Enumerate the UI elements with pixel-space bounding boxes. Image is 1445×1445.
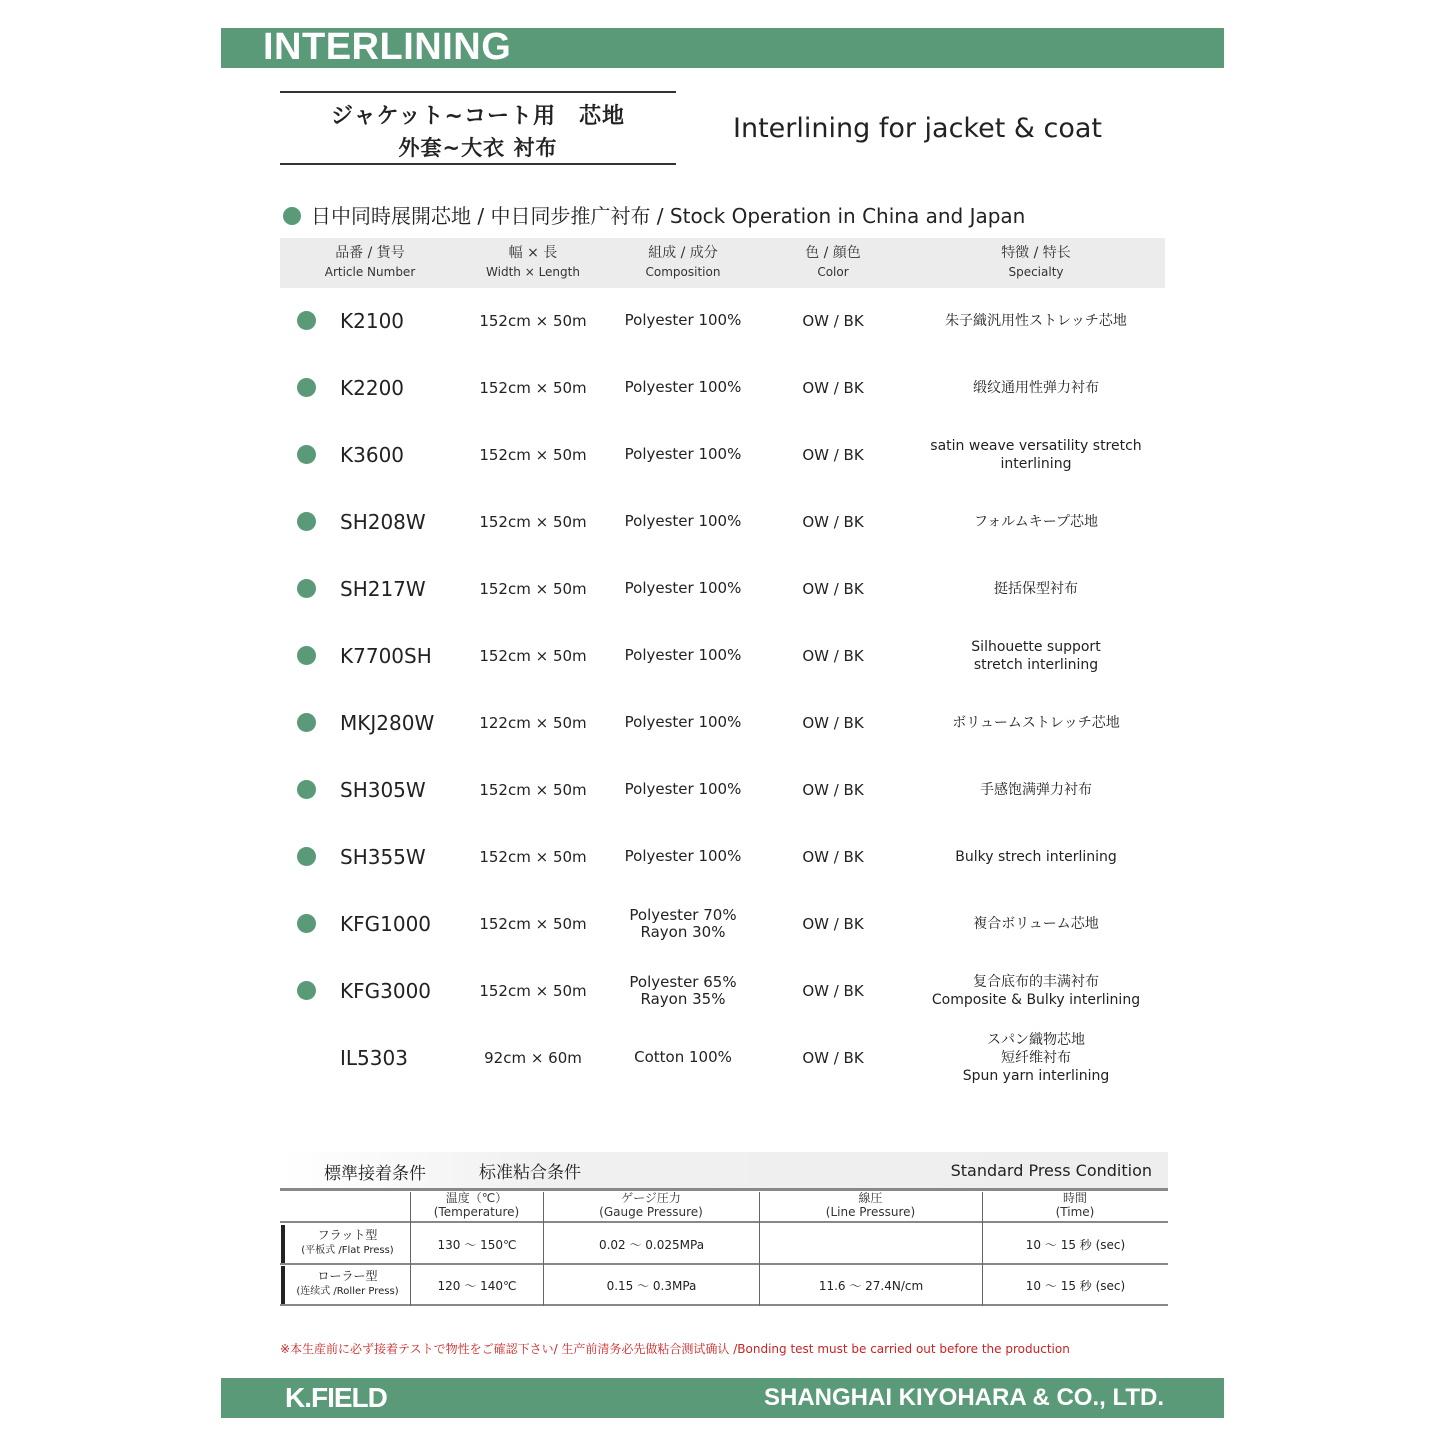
bullet-dot-icon	[297, 445, 316, 464]
composition	[608, 756, 758, 823]
specialty	[906, 689, 1166, 756]
header-specialty-jp: 特徴 / 特长	[1001, 245, 1071, 261]
specialty	[906, 957, 1166, 1024]
row-bullet	[296, 488, 316, 555]
color: OW / BK	[802, 713, 864, 732]
specialty	[906, 287, 1166, 354]
specialty-line: Composite & Bulky interlining	[931, 991, 1141, 1008]
color: OW / BK	[802, 1048, 864, 1067]
section-heading	[283, 200, 1025, 229]
composition	[608, 354, 758, 421]
press-row-label-flat-l1: フラット型	[317, 1228, 378, 1242]
press-row-label-roller-l2: (连续式 /Roller Press)	[296, 1286, 399, 1297]
specialty-line: フォルムキープ芯地	[973, 513, 1099, 530]
header-size-en: Width × Length	[486, 265, 580, 279]
page-title: INTERLINING	[263, 26, 512, 68]
header-article-jp: 品番 / 貨号	[335, 245, 405, 261]
specialty	[906, 1024, 1166, 1091]
row-bullet	[296, 756, 316, 823]
row-bullet	[296, 890, 316, 957]
press-row-label-roller-l1: ローラー型	[317, 1269, 378, 1283]
article-number: K7700SH	[340, 643, 432, 668]
color: OW / BK	[802, 847, 864, 866]
bullet-dot-icon	[297, 512, 316, 531]
article-number: MKJ280W	[340, 710, 435, 735]
row-bullet	[296, 689, 316, 756]
press-divider	[280, 1221, 1168, 1223]
row-bullet	[296, 1024, 316, 1091]
article-number: SH217W	[340, 576, 426, 601]
row-bullet	[296, 421, 316, 488]
color: OW / BK	[802, 579, 864, 598]
composition-line: Polyester 100%	[624, 445, 742, 463]
width-length: 152cm × 50m	[479, 914, 587, 933]
article-number: SH208W	[340, 509, 426, 534]
press-header-line-l1: 線圧	[858, 1191, 883, 1205]
composition-line: Polyester 70%	[629, 905, 737, 924]
row-bullet	[296, 555, 316, 622]
composition	[608, 1024, 758, 1091]
press-roller-temp: 120 ～ 140℃	[437, 1278, 517, 1293]
article-number: SH305W	[340, 777, 426, 802]
width-length: 152cm × 50m	[479, 378, 587, 397]
header-color-jp: 色 / 顔色	[805, 245, 861, 261]
spec-table-header	[280, 238, 1165, 288]
width-length: 92cm × 60m	[484, 1048, 582, 1067]
header-composition	[608, 244, 758, 282]
width-length: 122cm × 50m	[479, 713, 587, 732]
specialty-line: satin weave versatility stretch	[930, 437, 1142, 454]
jp-title-line1: ジャケット~コート用 芯地	[331, 104, 625, 129]
specialty-line: 缎纹通用性弹力衬布	[973, 379, 1099, 396]
color: OW / BK	[802, 780, 864, 799]
product-row	[280, 823, 1165, 890]
specialty-line: スパン織物芯地	[987, 1031, 1085, 1048]
header-size	[458, 244, 608, 282]
width-length: 152cm × 50m	[479, 311, 587, 330]
press-header-temp	[410, 1191, 543, 1223]
press-header-temp-l1: 温度（℃）	[445, 1191, 508, 1205]
press-header-gauge	[543, 1191, 759, 1223]
jp-title-box	[280, 91, 676, 165]
color: OW / BK	[802, 378, 864, 397]
specialty-line: stretch interlining	[973, 656, 1099, 673]
specialty	[906, 488, 1166, 555]
company-name: SHANGHAI KIYOHARA & CO., LTD.	[764, 1384, 1164, 1411]
specialty-line: 複合ボリューム芯地	[973, 915, 1099, 932]
header-article	[300, 244, 440, 282]
press-flat-gauge: 0.02 ～ 0.025MPa	[598, 1237, 705, 1252]
composition-line: Polyester 100%	[624, 847, 742, 865]
color: OW / BK	[802, 311, 864, 330]
article-number: K2200	[340, 375, 405, 400]
footer-band	[221, 1378, 1224, 1418]
bullet-dot-icon	[297, 579, 316, 598]
bullet-dot-icon	[297, 311, 316, 330]
header-size-jp: 幅 × 長	[508, 245, 558, 261]
specialty-line: interlining	[1000, 455, 1072, 472]
color: OW / BK	[802, 445, 864, 464]
bullet-dot-icon	[297, 713, 316, 732]
en-title: Interlining for jacket & coat	[733, 113, 1103, 144]
press-header-line	[759, 1191, 982, 1223]
article-number: K3600	[340, 442, 405, 467]
header-article-en: Article Number	[324, 265, 416, 279]
press-title-en: Standard Press Condition	[950, 1161, 1152, 1180]
press-header-time	[982, 1191, 1168, 1223]
specialty	[906, 756, 1166, 823]
section-heading-text: 日中同時展開芯地 / 中日同步推广衬布 / Stock Operation in China and Japan	[311, 204, 1026, 228]
composition-line: Polyester 100%	[624, 646, 742, 664]
specialty-line: 朱子織汎用性ストレッチ芯地	[945, 312, 1127, 329]
composition-line: Polyester 100%	[624, 579, 742, 597]
color: OW / BK	[802, 981, 864, 1000]
brand-logo: K.FIELD	[285, 1382, 387, 1413]
composition	[608, 421, 758, 488]
bullet-dot-icon	[283, 207, 301, 225]
product-row	[280, 555, 1165, 622]
press-divider	[280, 1304, 1168, 1306]
bonding-note: ※本生産前に必ず接着テストで物性をご確認下さい/ 生产前清务必先做粘合测试确认 /Bonding test must be carried out before the production	[280, 1342, 1070, 1356]
row-bullet	[296, 354, 316, 421]
composition-line: Polyester 100%	[624, 713, 742, 731]
composition-line: Rayon 35%	[640, 989, 726, 1008]
header-specialty-en: Specialty	[1008, 265, 1064, 279]
press-header-time-l1: 時間	[1062, 1191, 1087, 1205]
composition	[608, 488, 758, 555]
article-number: SH355W	[340, 844, 426, 869]
composition	[608, 689, 758, 756]
press-flat-line	[760, 1225, 982, 1263]
specialty	[906, 890, 1166, 957]
press-row-label-flat	[281, 1225, 410, 1263]
row-bullet	[296, 622, 316, 689]
composition	[608, 287, 758, 354]
press-flat-time: 10 ～ 15 秒 (sec)	[1025, 1237, 1126, 1252]
composition	[608, 957, 758, 1024]
composition-line: Polyester 100%	[624, 311, 742, 329]
product-row	[280, 354, 1165, 421]
bullet-dot-icon	[297, 646, 316, 665]
press-header-temp-l2: (Temperature)	[433, 1205, 520, 1219]
specialty-line: 复合底布的丰满衬布	[973, 973, 1099, 990]
header-color	[758, 244, 908, 282]
specialty-line: ボリュームストレッチ芯地	[952, 714, 1120, 731]
row-bullet	[296, 823, 316, 890]
composition	[608, 622, 758, 689]
specialty-line: 短纤维衬布	[1001, 1049, 1071, 1066]
color: OW / BK	[802, 914, 864, 933]
width-length: 152cm × 50m	[479, 646, 587, 665]
article-number: IL5303	[340, 1045, 408, 1070]
press-header-line-l2: (Line Pressure)	[825, 1205, 916, 1219]
width-length: 152cm × 50m	[479, 579, 587, 598]
row-bullet	[296, 957, 316, 1024]
width-length: 152cm × 50m	[479, 512, 587, 531]
composition-line: Polyester 100%	[624, 780, 742, 798]
article-number: K2100	[340, 308, 405, 333]
header-composition-en: Composition	[645, 265, 721, 279]
color: OW / BK	[802, 512, 864, 531]
width-length: 152cm × 50m	[479, 847, 587, 866]
composition-line: Cotton 100%	[634, 1048, 732, 1066]
press-divider	[280, 1263, 1168, 1265]
press-row-label-roller	[281, 1266, 410, 1304]
article-number: KFG3000	[340, 978, 432, 1003]
width-length: 152cm × 50m	[479, 445, 587, 464]
press-row-label-flat-l2: (平板式 /Flat Press)	[301, 1245, 394, 1256]
bullet-dot-icon	[297, 378, 316, 397]
press-header-gauge-l1: ゲージ圧力	[621, 1191, 681, 1205]
composition	[608, 890, 758, 957]
composition-line: Polyester 100%	[624, 378, 742, 396]
width-length: 152cm × 50m	[479, 780, 587, 799]
row-bullet	[296, 287, 316, 354]
bullet-dot-icon	[297, 780, 316, 799]
specialty	[906, 354, 1166, 421]
press-header-time-l2: (Time)	[1055, 1205, 1095, 1219]
product-row	[280, 421, 1165, 488]
cn-title-line2: 外套~大衣 衬布	[398, 136, 558, 160]
product-row	[280, 1024, 1165, 1091]
bullet-dot-icon	[297, 914, 316, 933]
specialty	[906, 622, 1166, 689]
article-number: KFG1000	[340, 911, 432, 936]
specialty-line: Spun yarn interlining	[962, 1067, 1110, 1084]
product-row	[280, 890, 1165, 957]
specialty-line: 手感饱满弹力衬布	[980, 781, 1092, 798]
width-length: 152cm × 50m	[479, 981, 587, 1000]
bullet-dot-icon	[297, 981, 316, 1000]
press-roller-gauge: 0.15 ～ 0.3MPa	[606, 1278, 697, 1293]
specialty	[906, 421, 1166, 488]
product-row	[280, 488, 1165, 555]
specialty-line: Bulky strech interlining	[955, 848, 1117, 865]
composition-line: Polyester 100%	[624, 512, 742, 530]
press-condition-title	[280, 1152, 1168, 1191]
composition	[608, 823, 758, 890]
press-header-gauge-l2: (Gauge Pressure)	[599, 1205, 703, 1219]
header-band	[221, 28, 1224, 68]
press-roller-time: 10 ～ 15 秒 (sec)	[1025, 1278, 1126, 1293]
press-roller-line: 11.6 ～ 27.4N/cm	[818, 1278, 924, 1293]
press-flat-temp: 130 ～ 150℃	[437, 1237, 517, 1252]
specialty-line: 挺括保型衬布	[994, 580, 1078, 597]
header-specialty	[906, 244, 1166, 282]
composition-line: Polyester 65%	[629, 972, 737, 991]
specialty-line: Silhouette support	[971, 638, 1101, 655]
product-row	[280, 756, 1165, 823]
specialty	[906, 555, 1166, 622]
product-row	[280, 287, 1165, 354]
press-title-jp: 標準接着条件	[324, 1164, 426, 1184]
product-row	[280, 957, 1165, 1024]
header-color-en: Color	[817, 265, 849, 279]
product-row	[280, 622, 1165, 689]
press-title-cn: 标准粘合条件	[479, 1163, 581, 1183]
composition	[608, 555, 758, 622]
product-row	[280, 689, 1165, 756]
composition-line: Rayon 30%	[640, 922, 726, 941]
specialty	[906, 823, 1166, 890]
color: OW / BK	[802, 646, 864, 665]
header-composition-jp: 組成 / 成分	[648, 245, 718, 261]
bullet-dot-icon	[297, 847, 316, 866]
